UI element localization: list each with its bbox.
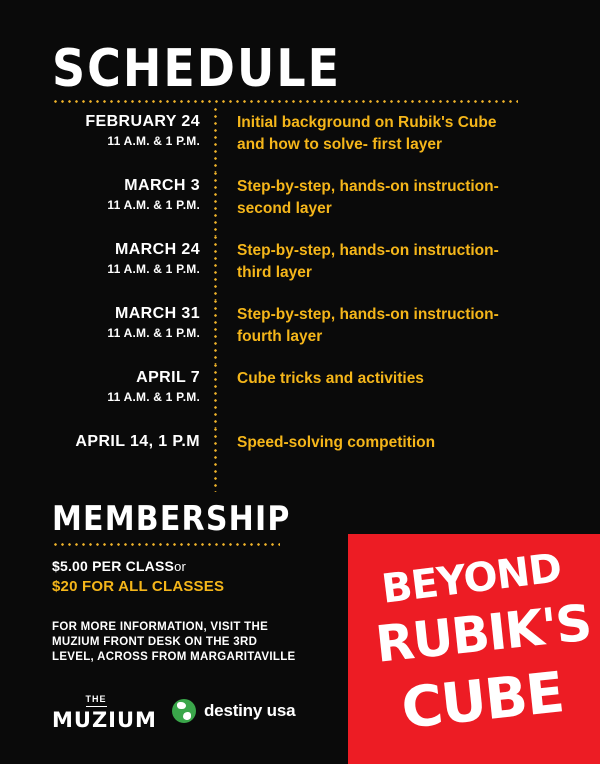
schedule-time: 11 A.M. & 1 P.M. — [107, 262, 200, 276]
price-or-label: or — [174, 559, 187, 574]
brand-line-3: CUBE — [398, 660, 566, 742]
brand-line-1: BEYOND — [379, 545, 564, 613]
schedule-date: APRIL 7 — [136, 369, 200, 386]
schedule-row-datetime — [52, 176, 214, 212]
schedule-row-datetime — [52, 112, 214, 148]
globe-icon — [172, 699, 196, 723]
schedule-date: MARCH 31 — [115, 305, 200, 322]
schedule-time: 11 A.M. & 1 P.M. — [107, 134, 200, 148]
schedule-row — [52, 432, 522, 478]
schedule-row — [52, 240, 522, 286]
schedule-date: MARCH 3 — [124, 177, 200, 194]
schedule-date: APRIL 14, 1 P.M — [75, 433, 200, 450]
beyond-rubiks-cube-logo — [348, 534, 600, 764]
destiny-usa-label: destiny usa — [204, 700, 296, 720]
schedule-description: Step-by-step, hands-on instruction- third layer — [237, 242, 499, 281]
brand-line-2: RUBIK'S — [372, 593, 594, 674]
price-per-class-line — [52, 558, 186, 574]
muzium-name-label: MUZIUM — [52, 708, 157, 732]
schedule-divider — [52, 100, 518, 103]
schedule-list — [52, 112, 522, 496]
schedule-row — [52, 112, 522, 158]
schedule-time: 11 A.M. & 1 P.M. — [107, 198, 200, 212]
page-title: SCHEDULE — [52, 38, 342, 99]
more-information-text: FOR MORE INFORMATION, VISIT THE MUZIUM FRONT DESK ON THE 3RD LEVEL, ACROSS FROM MARGARITAVILLE — [52, 621, 296, 663]
price-all-classes: $20 FOR ALL CLASSES — [52, 578, 225, 595]
muzium-logo — [52, 690, 157, 732]
membership-divider — [52, 543, 280, 546]
schedule-date: MARCH 24 — [115, 241, 200, 258]
logo-row — [52, 690, 295, 731]
schedule-description: Initial background on Rubik's Cube and how to solve- first layer — [237, 114, 497, 153]
schedule-description: Speed-solving competition — [237, 434, 436, 451]
muzium-the-label: THE — [86, 695, 107, 707]
schedule-row-datetime — [52, 368, 214, 404]
schedule-row — [52, 304, 522, 350]
schedule-time: 11 A.M. & 1 P.M. — [107, 326, 200, 340]
schedule-row-datetime — [52, 304, 214, 340]
schedule-row — [52, 176, 522, 222]
schedule-row — [52, 368, 522, 414]
schedule-time: 11 A.M. & 1 P.M. — [107, 390, 200, 404]
schedule-description: Step-by-step, hands-on instruction- second layer — [237, 178, 499, 217]
schedule-description: Step-by-step, hands-on instruction- fourth layer — [237, 306, 499, 345]
membership-title: MEMBERSHIP — [52, 500, 291, 540]
schedule-row-datetime — [52, 432, 214, 454]
schedule-description: Cube tricks and activities — [237, 370, 424, 387]
schedule-date: FEBRUARY 24 — [85, 113, 200, 130]
destiny-usa-logo — [172, 699, 295, 723]
brand-block — [348, 534, 600, 764]
price-per-class: $5.00 PER CLASS — [52, 558, 175, 574]
schedule-row-datetime — [52, 240, 214, 276]
